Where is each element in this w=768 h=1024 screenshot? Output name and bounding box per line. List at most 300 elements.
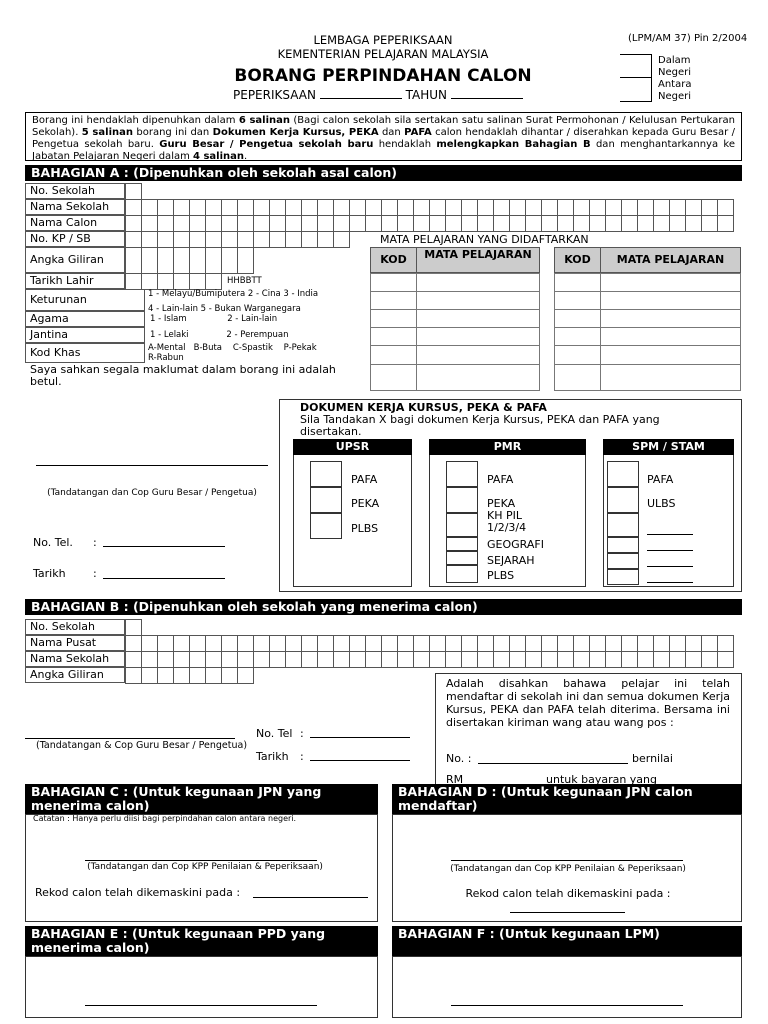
angka-giliran-cell[interactable] — [157, 247, 174, 274]
money-order-number-input[interactable] — [478, 763, 628, 764]
page-title: BORANG PERPINDAHAN CALON — [234, 66, 532, 86]
nama-calon-cell[interactable] — [509, 215, 526, 232]
nama-calon-cell[interactable] — [525, 215, 542, 232]
b-nama-sekolah-cell[interactable] — [493, 651, 510, 668]
angka-giliran-cell[interactable] — [205, 247, 222, 274]
signature-line-b[interactable] — [25, 738, 235, 739]
tarikh-lahir-cell[interactable] — [141, 273, 158, 290]
nama-calon-cell[interactable] — [333, 215, 350, 232]
subject-code-cell[interactable] — [554, 309, 601, 328]
b-nama-sekolah-cell[interactable] — [573, 651, 590, 668]
upsr-peka-checkbox[interactable] — [310, 487, 342, 513]
b-nama-pusat-cell[interactable] — [509, 635, 526, 652]
nama-sekolah-cell[interactable] — [189, 199, 206, 216]
tel-colon-a: : — [93, 536, 97, 549]
bahagian-e-header: BAHAGIAN E : (Untuk kegunaan PPD yang menerima calon) — [25, 926, 378, 956]
rekod-date-input-c[interactable] — [253, 897, 368, 898]
no-label-b: No. : — [446, 752, 472, 765]
subject-name-cell[interactable] — [600, 364, 741, 391]
b-nama-pusat-cell[interactable] — [141, 635, 158, 652]
b-nama-pusat-cell[interactable] — [253, 635, 270, 652]
nama-sekolah-cell[interactable] — [381, 199, 398, 216]
signature-line-a[interactable] — [36, 465, 268, 466]
nama-calon-cell[interactable] — [381, 215, 398, 232]
b-nama-pusat-cell[interactable] — [221, 635, 238, 652]
b-nama-pusat-cell[interactable] — [429, 635, 446, 652]
b-nama-sekolah-cell[interactable] — [381, 651, 398, 668]
angka-giliran-cell[interactable] — [173, 247, 190, 274]
nama-calon-cell[interactable] — [173, 215, 190, 232]
exam-label: PEPERIKSAAN — [233, 88, 316, 102]
b-nama-pusat-cell[interactable] — [125, 635, 142, 652]
subject-code-cell[interactable] — [370, 364, 417, 391]
subject-name-cell[interactable] — [600, 291, 741, 310]
b-angka-giliran-cell[interactable] — [157, 667, 174, 684]
b-nama-sekolah-cell[interactable] — [125, 651, 142, 668]
no-kp-cell[interactable] — [333, 231, 350, 248]
nama-calon-cell[interactable] — [285, 215, 302, 232]
b-nama-sekolah-cell[interactable] — [525, 651, 542, 668]
subject-code-cell[interactable] — [554, 327, 601, 346]
nama-sekolah-cell[interactable] — [701, 199, 718, 216]
spm-blank-line-4[interactable] — [647, 582, 693, 583]
b-nama-sekolah-cell[interactable] — [445, 651, 462, 668]
subject-name-cell[interactable] — [416, 364, 540, 391]
no-kp-cell[interactable] — [205, 231, 222, 248]
bayaran-label: untuk bayaran yang — [546, 773, 658, 784]
nama-calon-cell[interactable] — [573, 215, 590, 232]
field-nama-sekolah: Nama Sekolah — [25, 199, 125, 215]
b-nama-sekolah-cell[interactable] — [333, 651, 350, 668]
b-nama-pusat-cell[interactable] — [269, 635, 286, 652]
year-input[interactable] — [451, 98, 523, 99]
field-agama: Agama — [25, 311, 145, 327]
subject-code-cell[interactable] — [370, 291, 417, 310]
b-nama-pusat-cell[interactable] — [477, 635, 494, 652]
nama-calon-cell[interactable] — [701, 215, 718, 232]
subject-name-cell[interactable] — [416, 273, 540, 292]
bahagian-a-header: BAHAGIAN A : (Dipenuhkan oleh sekolah asal calon) — [25, 165, 742, 181]
subject-code-cell[interactable] — [554, 345, 601, 365]
b-nama-pusat-cell[interactable] — [605, 635, 622, 652]
b-nama-pusat-cell[interactable] — [237, 635, 254, 652]
antara-negeri-label: Antara Negeri — [658, 79, 692, 102]
subject-name-cell[interactable] — [600, 345, 741, 365]
nama-calon-cell[interactable] — [413, 215, 430, 232]
angka-giliran-cell[interactable] — [237, 247, 254, 274]
b-nama-pusat-cell[interactable] — [349, 635, 366, 652]
nama-calon-cell[interactable] — [445, 215, 462, 232]
tel-label-b: No. Tel — [256, 727, 293, 740]
exam-input[interactable] — [320, 98, 402, 99]
tarikh-lahir-cell[interactable] — [157, 273, 174, 290]
tel-input-a[interactable] — [103, 546, 225, 547]
nama-sekolah-cell[interactable] — [637, 199, 654, 216]
angka-giliran-cell[interactable] — [141, 247, 158, 274]
tarikh-lahir-cell[interactable] — [189, 273, 206, 290]
pmr-item-khpil: KH PIL 1/2/3/4 — [487, 509, 527, 534]
no-kp-cell[interactable] — [269, 231, 286, 248]
nama-calon-cell[interactable] — [301, 215, 318, 232]
rekod-label-c: Rekod calon telah dikemaskini pada : — [35, 886, 241, 899]
nama-sekolah-cell[interactable] — [477, 199, 494, 216]
b-angka-giliran-cell[interactable] — [237, 667, 254, 684]
nama-sekolah-cell[interactable] — [397, 199, 414, 216]
nama-sekolah-cell[interactable] — [173, 199, 190, 216]
nama-calon-cell[interactable] — [237, 215, 254, 232]
subject-code-cell[interactable] — [370, 309, 417, 328]
upsr-item-plbs: PLBS — [351, 522, 379, 535]
b-nama-sekolah-cell[interactable] — [365, 651, 382, 668]
b-nama-sekolah-cell[interactable] — [237, 651, 254, 668]
b-nama-sekolah-cell[interactable] — [685, 651, 702, 668]
no-kp-cell[interactable] — [317, 231, 334, 248]
spm-blank-line-3[interactable] — [647, 566, 693, 567]
subject-code-cell[interactable] — [370, 345, 417, 365]
b-nama-sekolah-cell[interactable] — [717, 651, 734, 668]
subject-name-cell[interactable] — [416, 309, 540, 328]
nama-calon-cell[interactable] — [269, 215, 286, 232]
b-nama-sekolah-cell[interactable] — [269, 651, 286, 668]
kod-header-2: KOD — [554, 247, 601, 273]
nama-sekolah-cell[interactable] — [333, 199, 350, 216]
b-nama-sekolah-cell[interactable] — [557, 651, 574, 668]
upsr-plbs-checkbox[interactable] — [310, 513, 342, 539]
pmr-peka-checkbox[interactable] — [446, 487, 478, 513]
signature-line-f[interactable] — [451, 1005, 683, 1006]
dalam-negeri-label: Dalam Negeri — [658, 55, 692, 78]
b-nama-sekolah-cell[interactable] — [221, 651, 238, 668]
tarikh-input-b[interactable] — [310, 760, 410, 761]
nama-calon-cell[interactable] — [397, 215, 414, 232]
subject-name-cell[interactable] — [416, 291, 540, 310]
b-nama-sekolah-cell[interactable] — [701, 651, 718, 668]
nama-sekolah-cell[interactable] — [573, 199, 590, 216]
nama-calon-cell[interactable] — [205, 215, 222, 232]
kod-header-1: KOD — [370, 247, 417, 273]
b-nama-pusat-cell[interactable] — [461, 635, 478, 652]
no-sekolah-cell[interactable] — [125, 183, 142, 200]
nama-calon-cell[interactable] — [429, 215, 446, 232]
nama-calon-cell[interactable] — [605, 215, 622, 232]
b-nama-sekolah-cell[interactable] — [413, 651, 430, 668]
b-nama-sekolah-cell[interactable] — [189, 651, 206, 668]
signature-label-d: (Tandatangan dan Cop KPP Penilaian & Peperiksaan) — [450, 864, 686, 874]
nama-calon-cell[interactable] — [493, 215, 510, 232]
b-nama-pusat-cell[interactable] — [445, 635, 462, 652]
b-nama-pusat-cell[interactable] — [205, 635, 222, 652]
b-nama-pusat-cell[interactable] — [525, 635, 542, 652]
agama-options: 1 - Islam 2 - Lain-lain — [150, 314, 278, 324]
nama-sekolah-cell[interactable] — [157, 199, 174, 216]
nama-sekolah-cell[interactable] — [237, 199, 254, 216]
nama-calon-cell[interactable] — [141, 215, 158, 232]
no-kp-cell[interactable] — [285, 231, 302, 248]
rekod-label-d: Rekod calon telah dikemaskini pada : — [465, 887, 671, 900]
pmr-item-sejarah: SEJARAH — [487, 554, 535, 567]
nama-calon-cell[interactable] — [477, 215, 494, 232]
b-angka-giliran-cell[interactable] — [125, 667, 142, 684]
spm-blank4-checkbox[interactable] — [607, 569, 639, 585]
b-nama-pusat-cell[interactable] — [557, 635, 574, 652]
nama-calon-cell[interactable] — [669, 215, 686, 232]
upsr-item-pafa: PAFA — [351, 473, 378, 486]
nama-calon-cell[interactable] — [221, 215, 238, 232]
bahagian-c-note: Catatan : Hanya perlu diisi bagi perpindahan calon antara negeri. — [33, 814, 297, 823]
nama-sekolah-cell[interactable] — [301, 199, 318, 216]
tarikh-label-b: Tarikh — [256, 750, 289, 763]
pmr-header: PMR — [429, 439, 586, 455]
tel-label-a: No. Tel. — [33, 536, 73, 549]
b-nama-sekolah-cell[interactable] — [429, 651, 446, 668]
b-nama-sekolah-cell[interactable] — [349, 651, 366, 668]
subject-name-cell[interactable] — [416, 327, 540, 346]
b-nama-sekolah-cell[interactable] — [301, 651, 318, 668]
bahagian-b-header: BAHAGIAN B : (Dipenuhkan oleh sekolah yang menerima calon) — [25, 599, 742, 615]
nama-calon-cell[interactable] — [653, 215, 670, 232]
nama-sekolah-cell[interactable] — [541, 199, 558, 216]
b-nama-pusat-cell[interactable] — [541, 635, 558, 652]
nama-calon-cell[interactable] — [557, 215, 574, 232]
signature-line-c[interactable] — [85, 860, 317, 861]
b-nama-pusat-cell[interactable] — [717, 635, 734, 652]
no-kp-cell[interactable] — [157, 231, 174, 248]
spm-blank3-checkbox[interactable] — [607, 553, 639, 569]
b-nama-pusat-cell[interactable] — [333, 635, 350, 652]
nama-sekolah-cell[interactable] — [461, 199, 478, 216]
spm-blank1-checkbox[interactable] — [607, 513, 639, 537]
b-nama-pusat-cell[interactable] — [493, 635, 510, 652]
kod-khas-options: A-Mental B-Buta C-Spastik P-Pekak — [148, 343, 317, 353]
b-nama-sekolah-cell[interactable] — [253, 651, 270, 668]
pmr-plbs-checkbox[interactable] — [446, 565, 478, 583]
nama-sekolah-cell[interactable] — [221, 199, 238, 216]
nama-calon-cell[interactable] — [317, 215, 334, 232]
tel-input-b[interactable] — [310, 737, 410, 738]
subject-name-cell[interactable] — [600, 327, 741, 346]
dob-hint: HHBBTT — [227, 276, 262, 286]
b-nama-sekolah-cell[interactable] — [653, 651, 670, 668]
nama-sekolah-cell[interactable] — [509, 199, 526, 216]
b-nama-sekolah-cell[interactable] — [317, 651, 334, 668]
pmr-pafa-checkbox[interactable] — [446, 461, 478, 487]
b-angka-giliran-cell[interactable] — [189, 667, 206, 684]
subject-code-cell[interactable] — [554, 291, 601, 310]
nama-calon-cell[interactable] — [125, 215, 142, 232]
signature-line-d[interactable] — [451, 860, 683, 861]
nama-sekolah-cell[interactable] — [605, 199, 622, 216]
b-nama-pusat-cell[interactable] — [301, 635, 318, 652]
b-nama-pusat-cell[interactable] — [637, 635, 654, 652]
nama-sekolah-cell[interactable] — [253, 199, 270, 216]
b-angka-giliran-cell[interactable] — [205, 667, 222, 684]
b-nama-sekolah-cell[interactable] — [509, 651, 526, 668]
b-nama-sekolah-cell[interactable] — [621, 651, 638, 668]
nama-calon-cell[interactable] — [349, 215, 366, 232]
kod-khas-options-2: R-Rabun — [148, 353, 184, 363]
no-kp-cell[interactable] — [189, 231, 206, 248]
upsr-header: UPSR — [293, 439, 412, 455]
b-nama-pusat-cell[interactable] — [173, 635, 190, 652]
signature-label-b: (Tandatangan & Cop Guru Besar / Pengetua) — [36, 740, 248, 751]
b-nama-pusat-cell[interactable] — [573, 635, 590, 652]
declaration-text: Saya sahkan segala maklumat dalam borang ini adalah betul. — [30, 363, 336, 388]
antara-negeri-checkbox[interactable] — [620, 78, 652, 102]
b-nama-sekolah-cell[interactable] — [157, 651, 174, 668]
b-nama-pusat-cell[interactable] — [653, 635, 670, 652]
nama-sekolah-cell[interactable] — [317, 199, 334, 216]
b-field-angka-giliran: Angka Giliran — [25, 667, 125, 683]
no-kp-cell[interactable] — [221, 231, 238, 248]
b-nama-sekolah-cell[interactable] — [589, 651, 606, 668]
b-nama-sekolah-cell[interactable] — [605, 651, 622, 668]
no-kp-cell[interactable] — [301, 231, 318, 248]
signature-line-e[interactable] — [85, 1005, 317, 1006]
subject-name-cell[interactable] — [600, 309, 741, 328]
nama-sekolah-cell[interactable] — [589, 199, 606, 216]
b-nama-pusat-cell[interactable] — [701, 635, 718, 652]
nama-sekolah-cell[interactable] — [413, 199, 430, 216]
nama-sekolah-cell[interactable] — [685, 199, 702, 216]
nama-sekolah-cell[interactable] — [285, 199, 302, 216]
nama-calon-cell[interactable] — [541, 215, 558, 232]
b-nama-pusat-cell[interactable] — [397, 635, 414, 652]
spm-blank-line-1[interactable] — [647, 534, 693, 535]
b-angka-giliran-cell[interactable] — [221, 667, 238, 684]
b-nama-pusat-cell[interactable] — [365, 635, 382, 652]
b-nama-sekolah-cell[interactable] — [285, 651, 302, 668]
b-nama-sekolah-cell[interactable] — [141, 651, 158, 668]
spm-blank2-checkbox[interactable] — [607, 537, 639, 553]
subject-code-cell[interactable] — [370, 327, 417, 346]
subject-name-cell[interactable] — [600, 273, 741, 292]
b-nama-sekolah-cell[interactable] — [205, 651, 222, 668]
subject-name-cell[interactable] — [416, 345, 540, 365]
pmr-geografi-checkbox[interactable] — [446, 537, 478, 551]
exam-line — [233, 88, 523, 102]
b-nama-sekolah-cell[interactable] — [173, 651, 190, 668]
nama-sekolah-cell[interactable] — [125, 199, 142, 216]
b-nama-pusat-cell[interactable] — [157, 635, 174, 652]
nama-sekolah-cell[interactable] — [669, 199, 686, 216]
spm-blank-line-2[interactable] — [647, 550, 693, 551]
nama-sekolah-cell[interactable] — [717, 199, 734, 216]
nama-calon-cell[interactable] — [157, 215, 174, 232]
dalam-negeri-checkbox[interactable] — [620, 54, 652, 78]
b-nama-pusat-cell[interactable] — [413, 635, 430, 652]
field-no-sekolah: No. Sekolah — [25, 183, 125, 199]
pmr-sejarah-checkbox[interactable] — [446, 551, 478, 565]
b-nama-sekolah-cell[interactable] — [669, 651, 686, 668]
rekod-date-input-d[interactable] — [510, 912, 625, 913]
no-kp-cell[interactable] — [141, 231, 158, 248]
spm-pafa-checkbox[interactable] — [607, 461, 639, 487]
b-nama-pusat-cell[interactable] — [589, 635, 606, 652]
mp-header-2: MATA PELAJARAN — [600, 247, 741, 273]
b-nama-sekolah-cell[interactable] — [637, 651, 654, 668]
tarikh-lahir-cell[interactable] — [125, 273, 142, 290]
bahagian-e-box — [25, 956, 378, 1018]
upsr-pafa-checkbox[interactable] — [310, 461, 342, 487]
nama-sekolah-cell[interactable] — [445, 199, 462, 216]
spm-ulbs-checkbox[interactable] — [607, 487, 639, 513]
no-kp-cell[interactable] — [173, 231, 190, 248]
angka-giliran-cell[interactable] — [125, 247, 142, 274]
nama-sekolah-cell[interactable] — [205, 199, 222, 216]
bahagian-d-header: BAHAGIAN D : (Untuk kegunaan JPN calon mendaftar) — [392, 784, 742, 814]
nama-calon-cell[interactable] — [189, 215, 206, 232]
b-nama-pusat-cell[interactable] — [669, 635, 686, 652]
b-nama-pusat-cell[interactable] — [285, 635, 302, 652]
pmr-khpil-checkbox[interactable] — [446, 513, 478, 537]
nama-sekolah-cell[interactable] — [269, 199, 286, 216]
tarikh-colon-b: : — [300, 750, 304, 763]
bernilai-label: bernilai — [632, 752, 673, 765]
no-kp-cell[interactable] — [253, 231, 270, 248]
b-nama-pusat-cell[interactable] — [189, 635, 206, 652]
nama-calon-cell[interactable] — [589, 215, 606, 232]
b-nama-sekolah-cell[interactable] — [397, 651, 414, 668]
spm-item-pafa: PAFA — [647, 473, 674, 486]
spm-item-ulbs: ULBS — [647, 497, 676, 510]
subject-code-cell[interactable] — [554, 273, 601, 292]
nama-sekolah-cell[interactable] — [349, 199, 366, 216]
mp-header-1: MATA PELAJARAN — [416, 247, 540, 273]
b-nama-pusat-cell[interactable] — [381, 635, 398, 652]
b-angka-giliran-cell[interactable] — [141, 667, 158, 684]
nama-sekolah-cell[interactable] — [365, 199, 382, 216]
field-kod-khas: Kod Khas — [25, 343, 145, 363]
subject-code-cell[interactable] — [554, 364, 601, 391]
b-angka-giliran-cell[interactable] — [173, 667, 190, 684]
nama-sekolah-cell[interactable] — [557, 199, 574, 216]
nama-calon-cell[interactable] — [253, 215, 270, 232]
nama-sekolah-cell[interactable] — [141, 199, 158, 216]
nama-sekolah-cell[interactable] — [653, 199, 670, 216]
nama-sekolah-cell[interactable] — [525, 199, 542, 216]
b-nama-pusat-cell[interactable] — [621, 635, 638, 652]
nama-calon-cell[interactable] — [621, 215, 638, 232]
angka-giliran-cell[interactable] — [221, 247, 238, 274]
nama-sekolah-cell[interactable] — [493, 199, 510, 216]
angka-giliran-cell[interactable] — [189, 247, 206, 274]
tarikh-lahir-cell[interactable] — [205, 273, 222, 290]
signature-label-c: (Tandatangan dan Cop KPP Penilaian & Peperiksaan) — [87, 862, 323, 872]
nama-calon-cell[interactable] — [685, 215, 702, 232]
field-tarikh-lahir: Tarikh Lahir — [25, 273, 125, 289]
nama-calon-cell[interactable] — [637, 215, 654, 232]
bahagian-c-header: BAHAGIAN C : (Untuk kegunaan JPN yang menerima calon) — [25, 784, 378, 814]
b-no-sekolah-cell[interactable] — [125, 619, 142, 636]
nama-sekolah-cell[interactable] — [621, 199, 638, 216]
field-jantina: Jantina — [25, 327, 145, 343]
rm-label: RM — [446, 773, 464, 784]
no-kp-cell[interactable] — [237, 231, 254, 248]
b-nama-pusat-cell[interactable] — [685, 635, 702, 652]
nama-sekolah-cell[interactable] — [429, 199, 446, 216]
nama-calon-cell[interactable] — [461, 215, 478, 232]
no-kp-cell[interactable] — [125, 231, 142, 248]
b-nama-sekolah-cell[interactable] — [541, 651, 558, 668]
b-nama-sekolah-cell[interactable] — [477, 651, 494, 668]
b-nama-sekolah-cell[interactable] — [461, 651, 478, 668]
nama-calon-cell[interactable] — [365, 215, 382, 232]
b-nama-pusat-cell[interactable] — [317, 635, 334, 652]
tarikh-lahir-cell[interactable] — [173, 273, 190, 290]
subject-code-cell[interactable] — [370, 273, 417, 292]
tarikh-input-a[interactable] — [103, 578, 225, 579]
nama-calon-cell[interactable] — [717, 215, 734, 232]
